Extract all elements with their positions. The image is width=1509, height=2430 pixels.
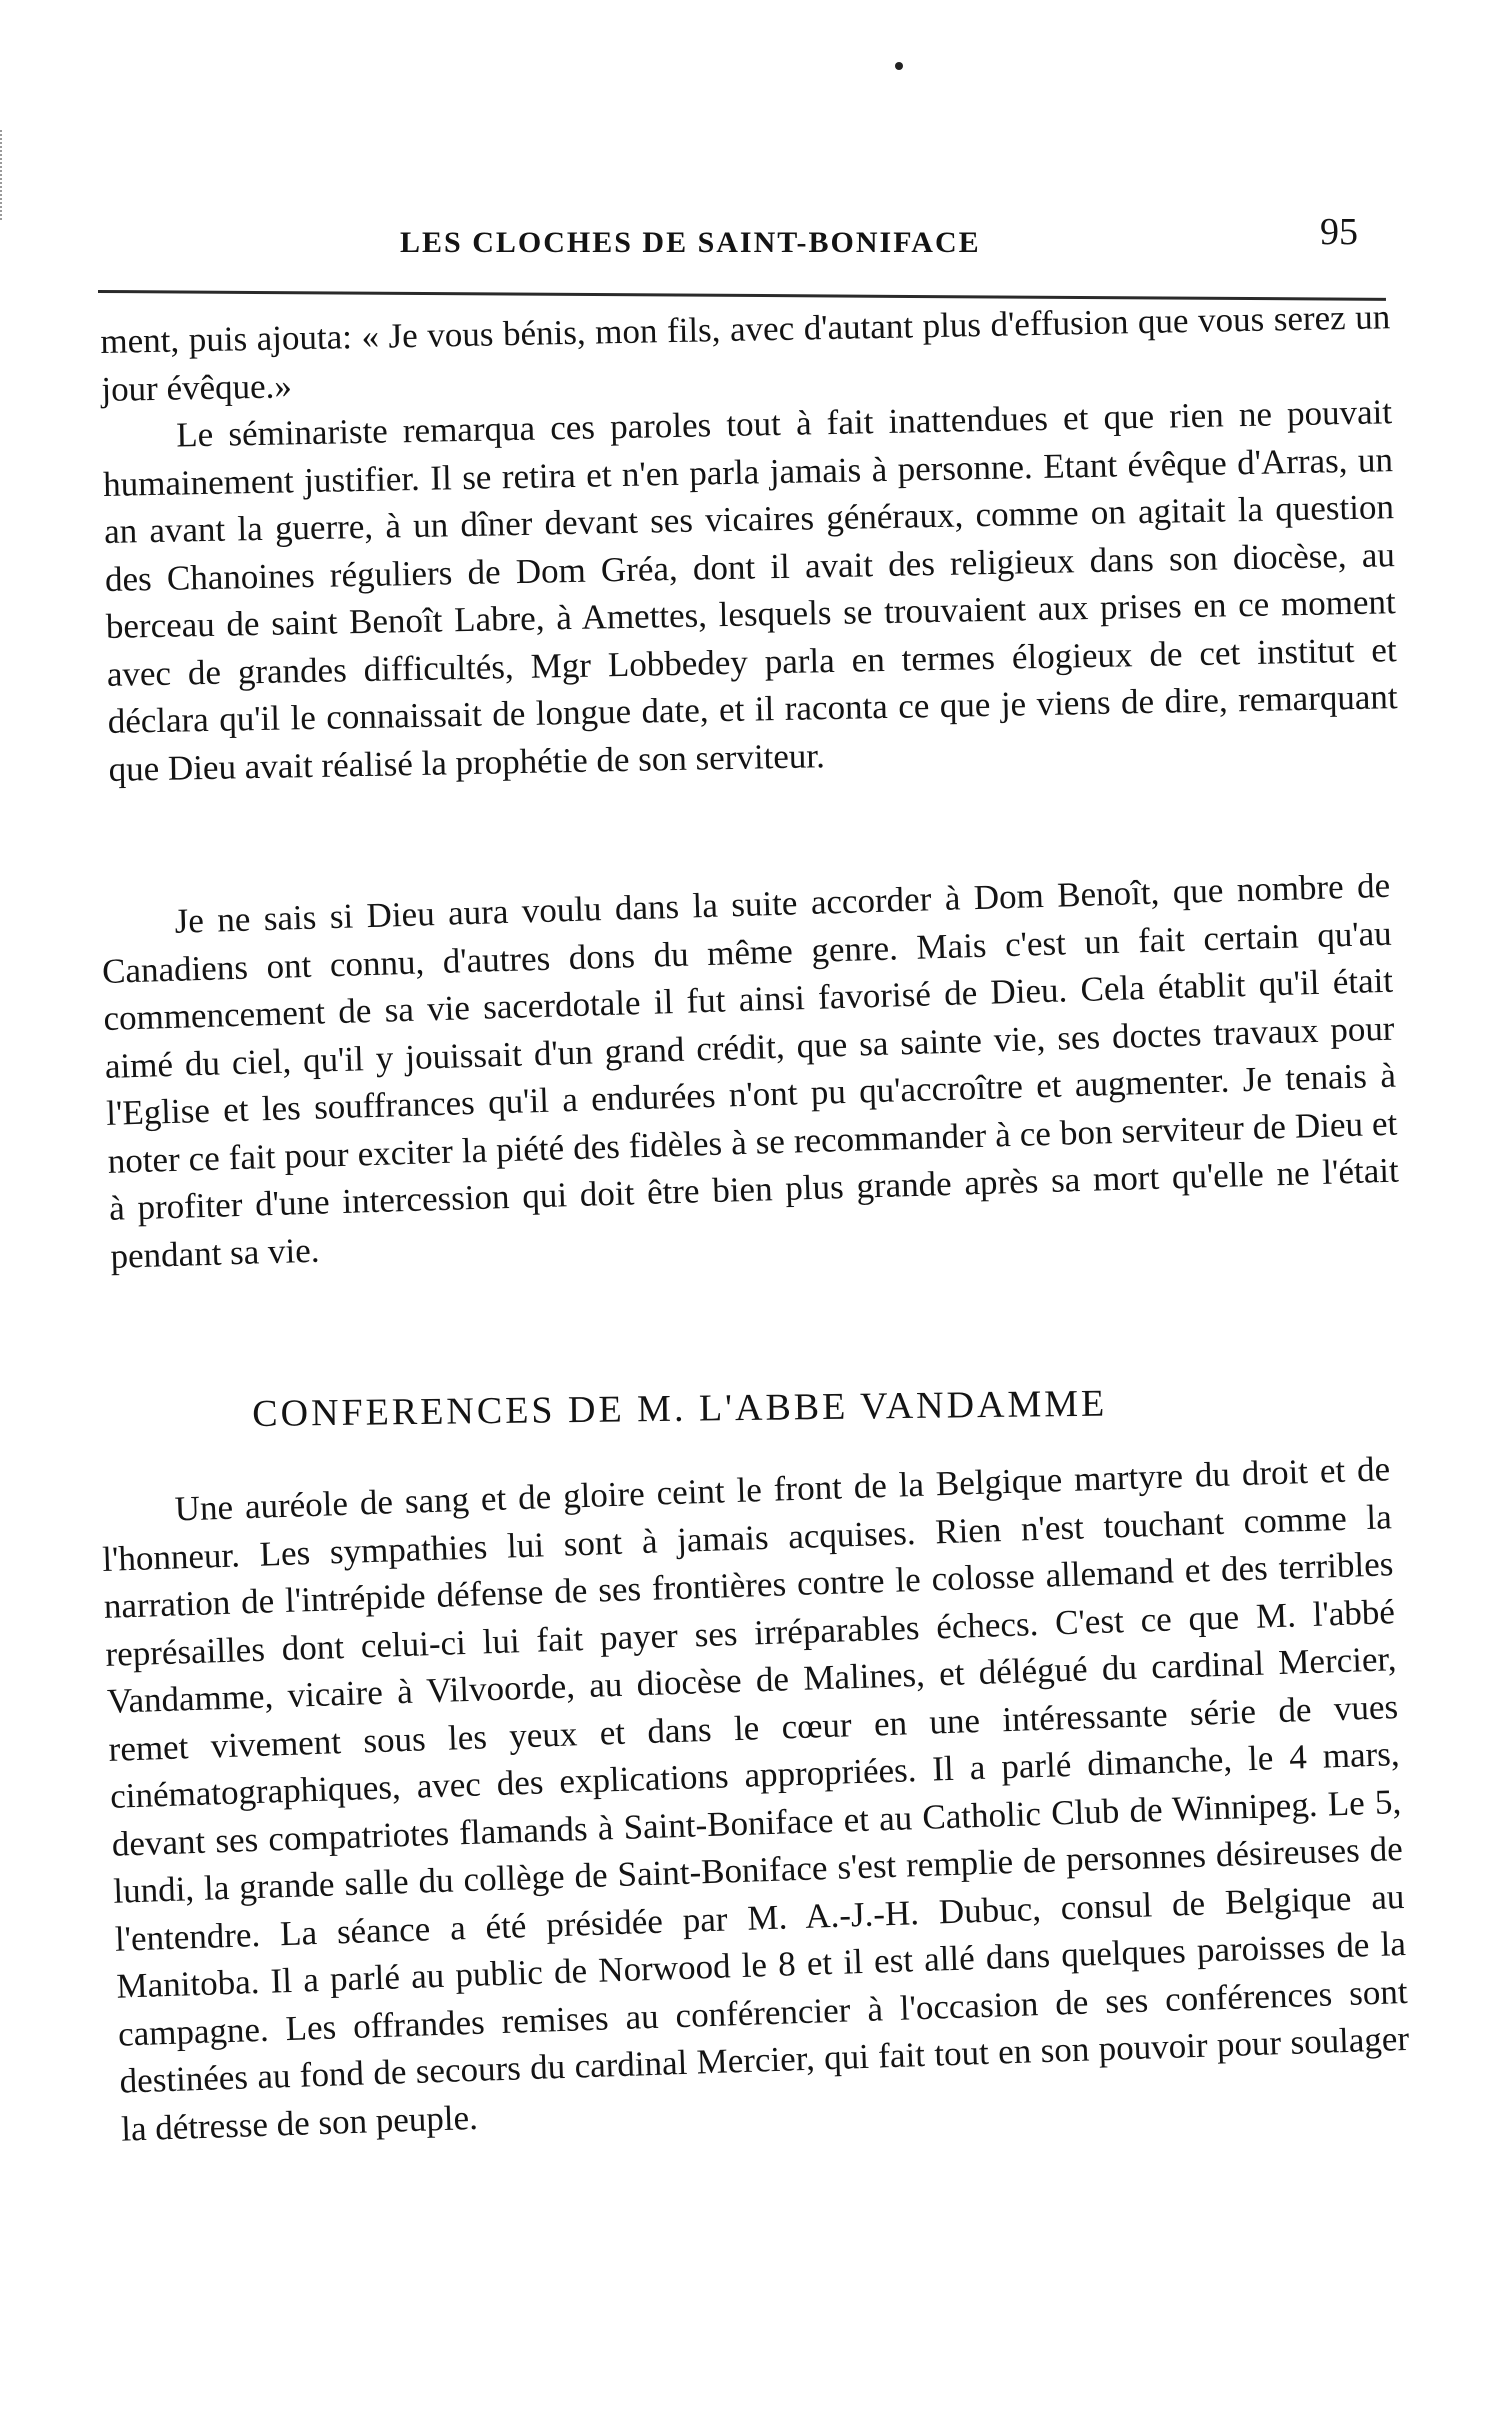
paragraph-conferences: Une auréole de sang et de gloire ceint le front de la Belgique martyre du droit et de l'honneur. Les sympathies lui sont à jamais acquises. Rien n'est touchant comme la narration de l'intrépide défense de ses frontières contre le colosse allemand et des terribles représailles dont celui-ci lui fait payer ses irréparables échecs. C'est ce que M. l'abbé Vandamme, vicaire à Vilvoorde, au diocèse de Malines, et délégué du cardinal Mercier, remet vivement sous les yeux et dans le cœur en une intéressante série de vues cinématographiques, avec des explications appropriées. Il a parlé dimanche, le 4 mars, devant ses compatriotes flamands à Saint-Boniface et au Catholic Club de Winnipeg. Le 5, lundi, la grande salle du collège de Saint-Boniface s'est remplie de personnes désireuses de l'entendre. La séance a été présidée par M. A.-J.-H. Dubuc, consul de Belgique au Manitoba. Il a parlé au public de Norwood le 8 et il est allé dans quelques paroisses de la campagne. Les offrandes remises au conférencier à l'occasion de ses conférences sont destinées au fond de secours du cardinal Mercier, qui fait tout en son pouvoir pour soulager la détresse de son peuple.	[101, 1449, 1410, 2149]
paragraph-dom-benoit: Je ne sais si Dieu aura voulu dans la suite accorder à Dom Benoît, que nombre de Canadiens ont connu, d'autres dons du même genre. Mais c'est un fait certain qu'au commencement de sa vie sacerdotale il fut ainsi favorisé de Dieu. Cela établit qu'il était aimé du ciel, qu'il y jouissait d'un grand crédit, que sa sainte vie, ses doctes travaux pour l'Eglise et les souffrances qu'il a endurées n'ont pu qu'accroître et augmenter. Je tenais à noter ce fait pour exciter la piété des fidèles à se recommander à ce bon serviteur de Dieu et à profiter d'une intercession qui doit être bien plus grande après sa mort qu'elle ne l'était pendant sa vie.	[101, 865, 1400, 1276]
page-number: 95	[1320, 211, 1358, 253]
ink-speck	[895, 62, 903, 70]
page-edge-marks	[0, 130, 8, 220]
text-block-continuation	[100, 293, 1399, 793]
text-block-dom-benoit	[100, 862, 1401, 1280]
paragraph-continued: ment, puis ajouta: « Je vous bénis, mon fils, avec d'autant plus d'effusion que vous serez un jour évêque.»	[100, 297, 1391, 409]
text-block-conferences	[100, 1445, 1411, 2152]
paragraph-seminarian: Le séminariste remarqua ces paroles tout à fait inattendues et que rien ne pouvait humainement justifier. Il se retira et n'en parla jamais à personne. Etant évêque d'Arras, un an avant la guerre, à un dîner devant ses vicaires généraux, comme on agitait la question des Chanoines réguliers de Dom Gréa, dont il avait des religieux dans son diocèse, au berceau de saint Benoît Labre, à Amettes, lesquels se trouvaient aux prises en ce moment avec de grandes difficultés, Mgr Lobbedey parla en termes élogieux de cet institut et déclara qu'il le connaissait de longue date, et il raconta ce que je viens de dire, remarquant que Dieu avait réalisé la prophétie de son serviteur.	[102, 392, 1398, 789]
section-heading: CONFERENCES DE M. L'ABBE VANDAMME	[252, 1382, 1108, 1435]
running-header-title: LES CLOCHES DE SAINT-BONIFACE	[400, 226, 981, 259]
